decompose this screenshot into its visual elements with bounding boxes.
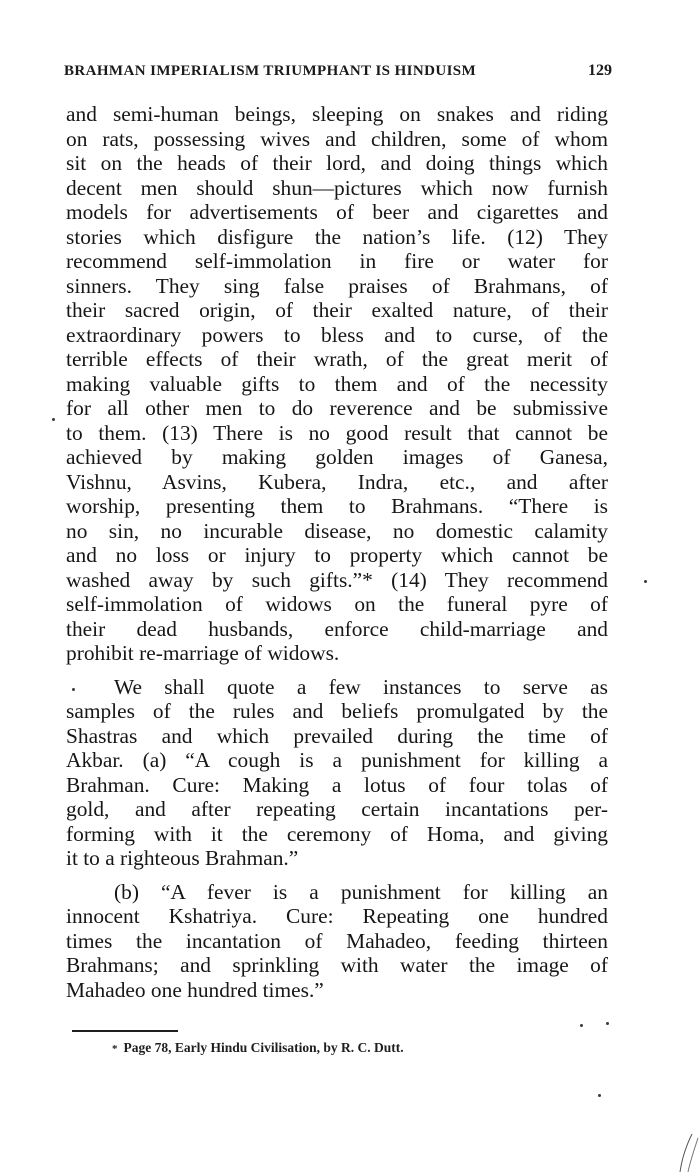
text-line: times the incantation of Mahadeo, feeding thirteen [66, 928, 608, 953]
text-line: no sin, no incurable disease, no domestic calamity [66, 518, 608, 543]
text-line: decent men should shun—pictures which now furnish [66, 175, 608, 200]
text-line: (b) “A fever is a punishment for killing an [114, 879, 608, 904]
text-line: gold, and after repeating certain incantations per- [66, 797, 608, 821]
footnote-rule [72, 1030, 178, 1032]
text-line: their sacred origin, of their exalted nature, of their [66, 298, 608, 322]
text-line: Mahadeo one hundred times.” [66, 977, 324, 1002]
text-line: it to a righteous Brahman.” [66, 846, 299, 870]
paragraph-1 [66, 102, 608, 666]
scan-speck [606, 1022, 609, 1025]
scan-speck [580, 1024, 583, 1027]
paragraph-gap [66, 871, 608, 880]
text-line: Shastras and which prevailed during the time of [66, 723, 608, 748]
text-line: recommend self-immolation in fire or water for [66, 249, 608, 273]
footnote [112, 1040, 404, 1056]
text-line: innocent Kshatriya. Cure: Repeating one hundred [66, 904, 608, 928]
text-line: and no loss or injury to property which cannot be [66, 543, 608, 567]
text-line: Akbar. (a) “A cough is a punishment for killing a [66, 748, 608, 772]
scan-speck [644, 580, 647, 583]
text-line: We shall quote a few instances to serve as [114, 674, 608, 699]
text-line: sit on the heads of their lord, and doing things which [66, 151, 608, 175]
paragraph-2 [66, 675, 608, 871]
scan-speck [52, 418, 55, 421]
page-number: 129 [588, 62, 612, 79]
text-line: washed away by such gifts.”* (14) They recommend [66, 567, 608, 592]
text-line: Vishnu, Asvins, Kubera, Indra, etc., and after [66, 469, 608, 494]
text-line: forming with it the ceremony of Homa, and giving [66, 821, 608, 846]
text-line: Brahmans; and sprinkling with water the image of [66, 953, 608, 977]
footnote-marker: * [112, 1043, 118, 1055]
page-edge-mark [640, 1132, 700, 1172]
text-line: achieved by making golden images of Ganesa, [66, 445, 608, 469]
body-text [66, 102, 608, 1002]
text-line: worship, presenting them to Brahmans. “There is [66, 494, 608, 518]
paragraph-3 [66, 880, 608, 1003]
text-line: to them. (13) There is no good result that cannot be [66, 420, 608, 445]
text-line: samples of the rules and beliefs promulgated by the [66, 699, 608, 723]
text-line: for all other men to do reverence and be submissive [66, 396, 608, 420]
scan-speck [72, 688, 75, 691]
running-title: BRAHMAN IMPERIALISM TRIUMPHANT IS HINDUISM [64, 63, 477, 79]
text-line: extraordinary powers to bless and to curse, of the [66, 322, 608, 347]
scan-speck [598, 1094, 601, 1097]
footnote-text: Page 78, Early Hindu Civilisation, by R. C. Dutt. [123, 1040, 404, 1055]
text-line: and semi-human beings, sleeping on snakes and riding [66, 102, 608, 126]
text-line: on rats, possessing wives and children, some of whom [66, 126, 608, 151]
text-line: prohibit re-marriage of widows. [66, 641, 340, 665]
running-header [64, 62, 612, 80]
paragraph-gap [66, 666, 608, 675]
text-line: terrible effects of their wrath, of the great merit of [66, 347, 608, 371]
text-line: models for advertisements of beer and cigarettes and [66, 200, 608, 224]
text-line: stories which disfigure the nation’s life. (12) They [66, 224, 608, 249]
text-line: their dead husbands, enforce child-marriage and [66, 616, 608, 641]
text-line: self-immolation of widows on the funeral pyre of [66, 592, 608, 616]
text-line: making valuable gifts to them and of the necessity [66, 371, 608, 396]
text-line: sinners. They sing false praises of Brahmans, of [66, 273, 608, 298]
text-line: Brahman. Cure: Making a lotus of four tolas of [66, 772, 608, 797]
